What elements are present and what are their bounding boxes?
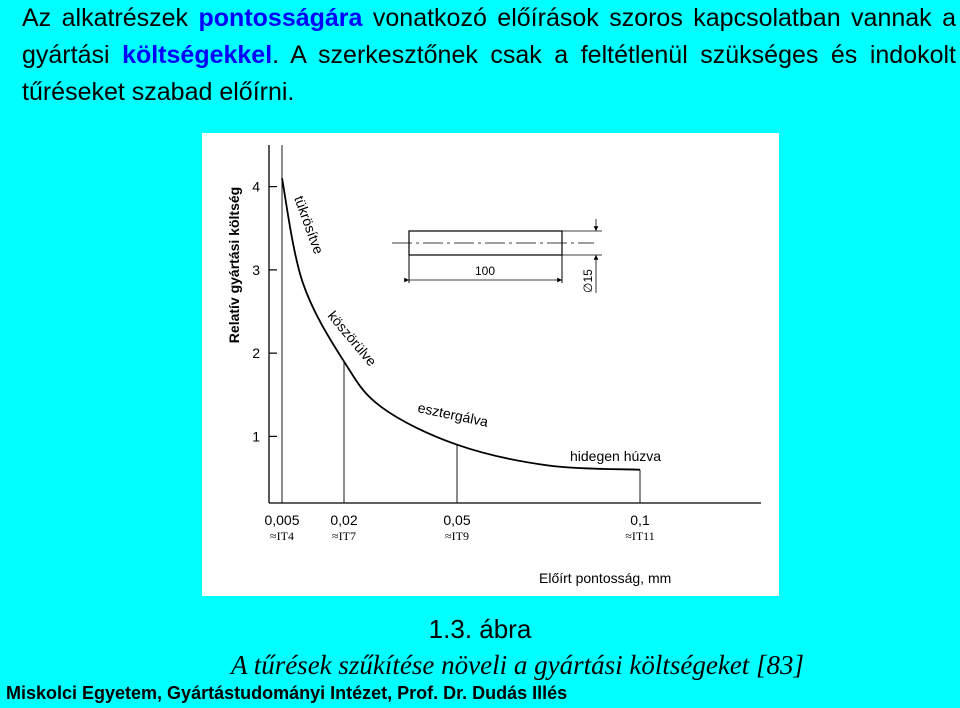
y-tick-label: 2 <box>252 345 260 362</box>
x-tick-label: 0,005 <box>264 512 300 528</box>
x-tick-label: 0,05 <box>443 512 471 528</box>
x-tick-label: 0,02 <box>330 512 358 528</box>
annotation-cold-drawn: hidegen húzva <box>570 448 662 464</box>
intro-paragraph <box>22 0 956 111</box>
x-tick-it-grade: ≈IT7 <box>332 529 356 543</box>
intro-highlight-costs: költségekkel <box>122 41 273 69</box>
diameter-dimension: ∅15 <box>581 269 595 293</box>
length-dimension: 100 <box>474 264 496 278</box>
intro-highlight-accuracy: pontosságára <box>198 4 363 32</box>
x-tick-it-grade: ≈IT11 <box>625 529 655 543</box>
y-tick-label: 4 <box>252 178 260 195</box>
cost-chart <box>202 133 779 596</box>
x-axis-label: Előírt pontosság, mm <box>539 570 672 586</box>
annotation-turned: esztergálva <box>416 399 490 430</box>
y-axis-label: Relatív gyártási költség <box>226 186 242 344</box>
intro-text-2: vonatkozó előírások szoros kapcsolatban vannak a gyártási <box>22 4 956 69</box>
y-tick-label: 1 <box>252 428 260 445</box>
footer-credit: Miskolci Egyetem, Gyártástudományi Intézet, Prof. Dr. Dudás Illés <box>6 683 568 703</box>
x-tick-label: 0,1 <box>630 512 650 528</box>
annotation-ground: köszörülve <box>324 307 380 370</box>
y-tick-label: 3 <box>252 261 260 278</box>
figure-title: A tűrések szűkítése növeli a gyártási költségeket [83] <box>230 650 805 680</box>
y-ticks <box>252 179 277 445</box>
intro-text-1: Az alkatrészek <box>22 4 199 32</box>
x-tick-it-grade: ≈IT9 <box>445 529 469 543</box>
part-inset <box>392 219 602 293</box>
annotation-polished: tükrösítve <box>291 193 327 257</box>
cost-accuracy-figure <box>202 133 779 596</box>
figure-number: 1.3. ábra <box>428 614 532 644</box>
intro-text-3: . A szerkesztőnek csak a feltétlenül szükséges és indokolt tűréseket szabad előírni. <box>22 41 957 106</box>
x-tick-it-grade: ≈IT4 <box>270 529 294 543</box>
x-ticks <box>264 512 654 543</box>
